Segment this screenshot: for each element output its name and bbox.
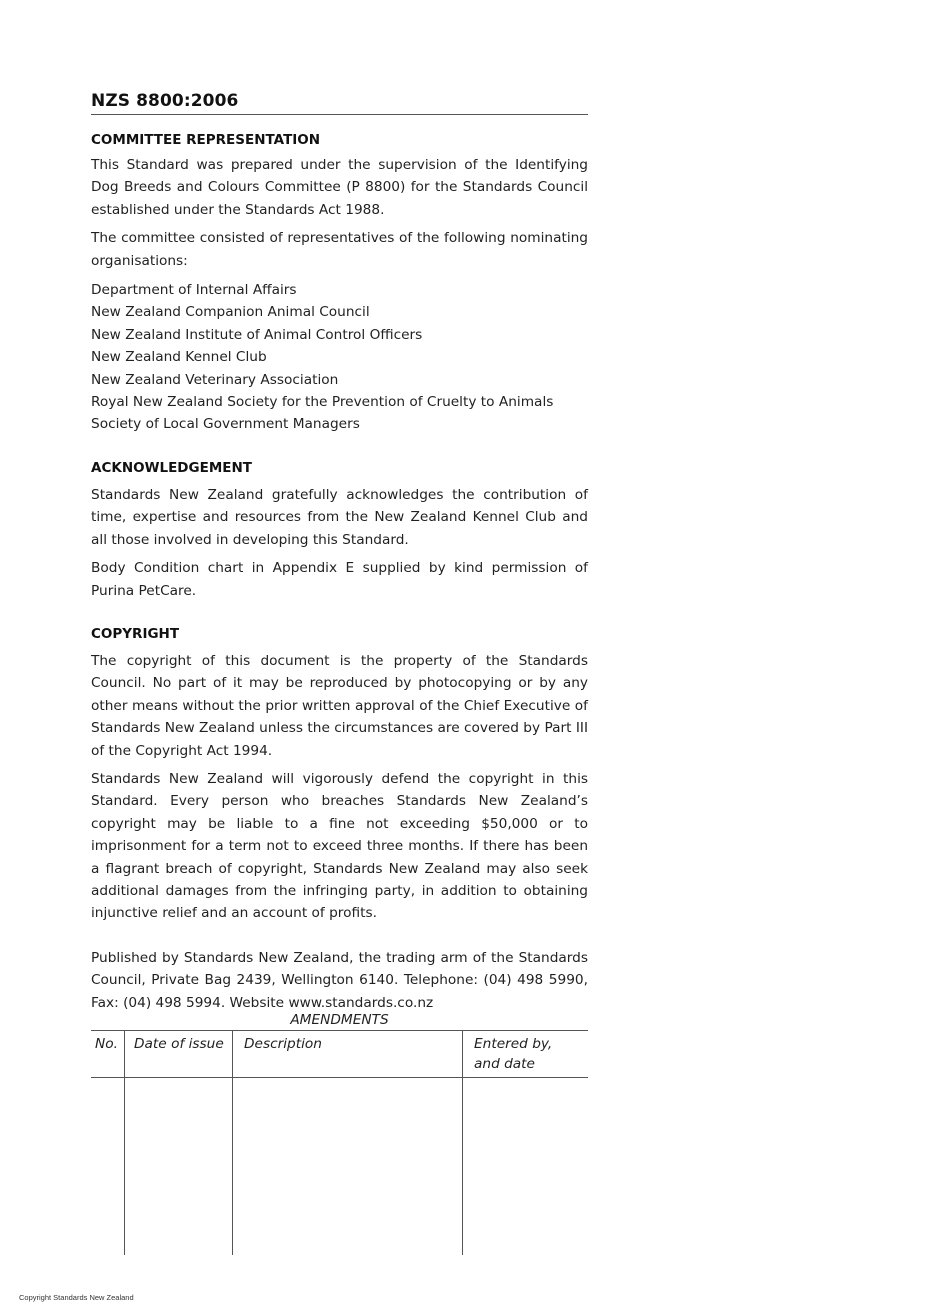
committee-paragraph-2: The committee consisted of representatives of the following nominating organisations: xyxy=(91,230,588,269)
table-top-rule xyxy=(91,1030,588,1031)
column-header-no: No. xyxy=(95,1036,118,1052)
document-page xyxy=(91,91,588,1014)
table-header-rule xyxy=(91,1077,588,1078)
column-header-entered xyxy=(474,1035,552,1074)
acknowledgement-paragraph-1: Standards New Zealand gratefully acknowledges the contribution of time, expertise and resources from the New Zealand Kennel Club and all those involved in developing this Standard. xyxy=(91,486,588,548)
column-divider xyxy=(462,1030,463,1255)
copyright-paragraph-1: The copyright of this document is the property of the Standards Council. No part of it may be reproduced by photocopying or by any other means without the prior written approval of the Chief Executive of Standards New Zealand unless the circumstances are covered by Part III of the Copyright Act 1994. xyxy=(91,652,588,759)
footer-copyright: Copyright Standards New Zealand xyxy=(19,1293,134,1302)
list-item: New Zealand Companion Animal Council xyxy=(91,304,370,321)
acknowledgement-paragraph-2: Body Condition chart in Appendix E supplied by kind permission of Purina PetCare. xyxy=(91,560,588,599)
amendments-table xyxy=(91,1030,588,1256)
column-header-description: Description xyxy=(244,1036,322,1052)
column-header-entered-line-1: Entered by, xyxy=(474,1036,553,1052)
column-divider xyxy=(124,1030,125,1255)
list-item: Royal New Zealand Society for the Prevention of Cruelty to Animals xyxy=(91,394,554,411)
column-divider xyxy=(232,1030,233,1255)
organisation-list xyxy=(91,279,588,436)
list-item: Society of Local Government Managers xyxy=(91,416,360,433)
list-item: New Zealand Institute of Animal Control Officers xyxy=(91,326,423,343)
copyright-paragraph-2: Standards New Zealand will vigorously defend the copyright in this Standard. Every person who breaches Standards New Zealand’s copyright may be liable to a fine not exceeding $50,000 or to imprisonment for a term not to exceed three months. If there has been a flagrant breach of copyright, Standards New Zealand may also seek additional damages from the infringing party, in addition to obtaining injunctive relief and an account of profits. xyxy=(91,770,588,922)
column-header-date: Date of issue xyxy=(134,1036,224,1052)
document-title: NZS 8800:2006 xyxy=(91,91,588,115)
committee-heading: COMMITTEE REPRESENTATION xyxy=(91,132,321,148)
amendments-caption: AMENDMENTS xyxy=(290,1012,389,1028)
copyright-heading: COPYRIGHT xyxy=(91,625,180,642)
list-item: Department of Internal Affairs xyxy=(91,282,297,299)
publisher-info: Published by Standards New Zealand, the trading arm of the Standards Council, Private Bag 2439, Wellington 6140. Telephone: (04) 498 5990, Fax: (04) 498 5994. Website www.standards.co.nz xyxy=(91,949,588,1011)
acknowledgement-heading: ACKNOWLEDGEMENT xyxy=(91,459,252,476)
list-item: New Zealand Veterinary Association xyxy=(91,371,339,388)
committee-paragraph-1: This Standard was prepared under the supervision of the Identifying Dog Breeds and Colours Committee (P 8800) for the Standards Council established under the Standards Act 1988. xyxy=(91,157,588,218)
column-header-entered-line-2: and date xyxy=(474,1055,535,1072)
list-item: New Zealand Kennel Club xyxy=(91,349,267,366)
